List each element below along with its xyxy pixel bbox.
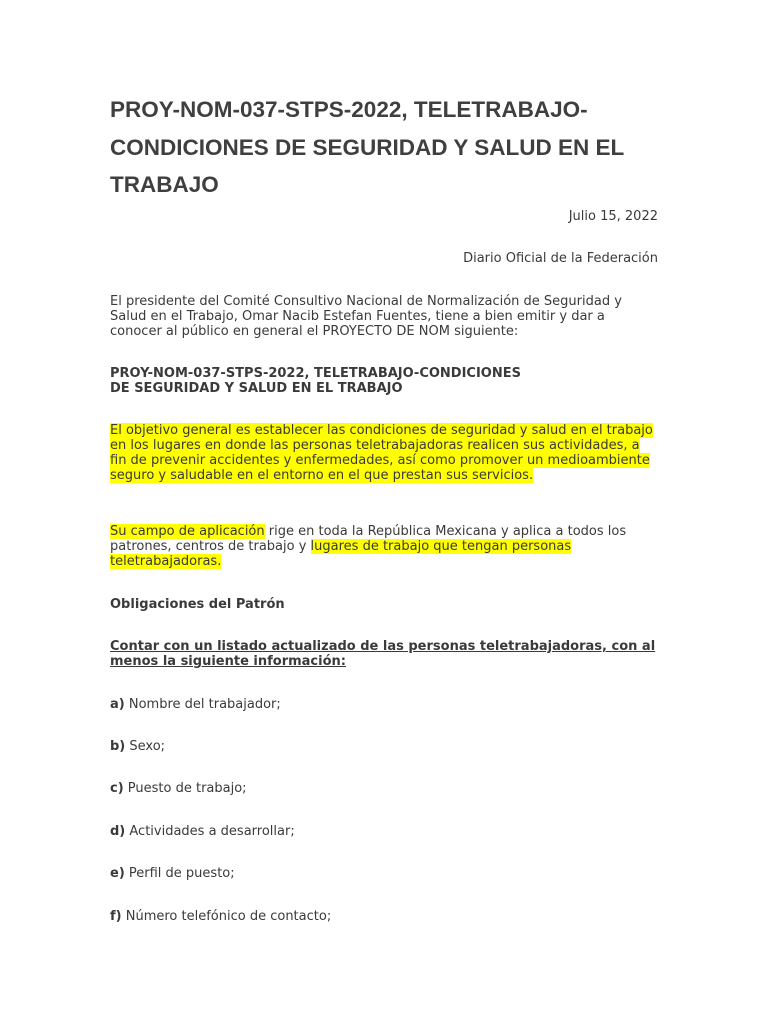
scope-highlight-1: Su campo de aplicación: [110, 524, 265, 539]
document-title: PROY-NOM-037-STPS-2022, TELETRABAJO-CONDICIONES DE SEGURIDAD Y SALUD EN EL TRABAJO: [110, 97, 624, 197]
list-item-text: Perfil de puesto;: [124, 866, 235, 881]
list-lead-text: Contar con un listado actualizado de las personas teletrabajadoras, con al menos la siguiente información:: [110, 639, 656, 669]
list-item: [110, 781, 658, 796]
subtitle-line-1: PROY-NOM-037-STPS-2022, TELETRABAJO-CONDICIONES: [110, 366, 521, 381]
obligations-heading: Obligaciones del Patrón: [110, 597, 285, 612]
list-item: [110, 824, 658, 839]
list-item-text: Número telefónico de contacto;: [121, 909, 332, 924]
subtitle-line-2: DE SEGURIDAD Y SALUD EN EL TRABAJO: [110, 381, 403, 396]
document-subtitle: [110, 366, 658, 396]
list-item: [110, 866, 658, 881]
publication-date: Julio 15, 2022: [568, 209, 658, 224]
scope-highlight-2: lugares de trabajo que tengan personas teletrabajadoras.: [110, 539, 572, 569]
list-item: [110, 739, 658, 754]
objective-highlighted-text: El objetivo general es establecer las condiciones de seguridad y salud en el trabajo en los lugares en donde las personas teletrabajadoras realicen sus actividades, a fin de prevenir accidentes y enfermedades, así como promover un medioambiente seguro y saludable en el entorno en el que prestan sus servicios.: [110, 423, 653, 483]
list-item-text: Actividades a desarrollar;: [125, 824, 295, 839]
list-item-letter: c): [110, 781, 124, 796]
publication-source: Diario Oficial de la Federación: [463, 251, 658, 266]
list-item: [110, 697, 658, 712]
objective-paragraph: [110, 423, 658, 483]
list-item-text: Nombre del trabajador;: [124, 697, 281, 712]
list-item-text: Puesto de trabajo;: [123, 781, 247, 796]
list-item-letter: d): [110, 824, 126, 839]
list-item: [110, 909, 658, 924]
scope-paragraph: [110, 524, 658, 569]
scope-text: rige en toda la República Mexicana y aplica a todos los patrones, centros de trabajo y: [110, 524, 627, 554]
list-item-letter: a): [110, 697, 125, 712]
list-item-letter: e): [110, 866, 125, 881]
list-item-letter: b): [110, 739, 126, 754]
list-item-text: Sexo;: [125, 739, 166, 754]
intro-paragraph: El presidente del Comité Consultivo Nacional de Normalización de Seguridad y Salud en el Trabajo, Omar Nacib Estefan Fuentes, tiene a bien emitir y dar a conocer al público en general el PROYECTO DE NOM siguiente:: [110, 294, 622, 339]
list-item-letter: f): [110, 909, 122, 924]
